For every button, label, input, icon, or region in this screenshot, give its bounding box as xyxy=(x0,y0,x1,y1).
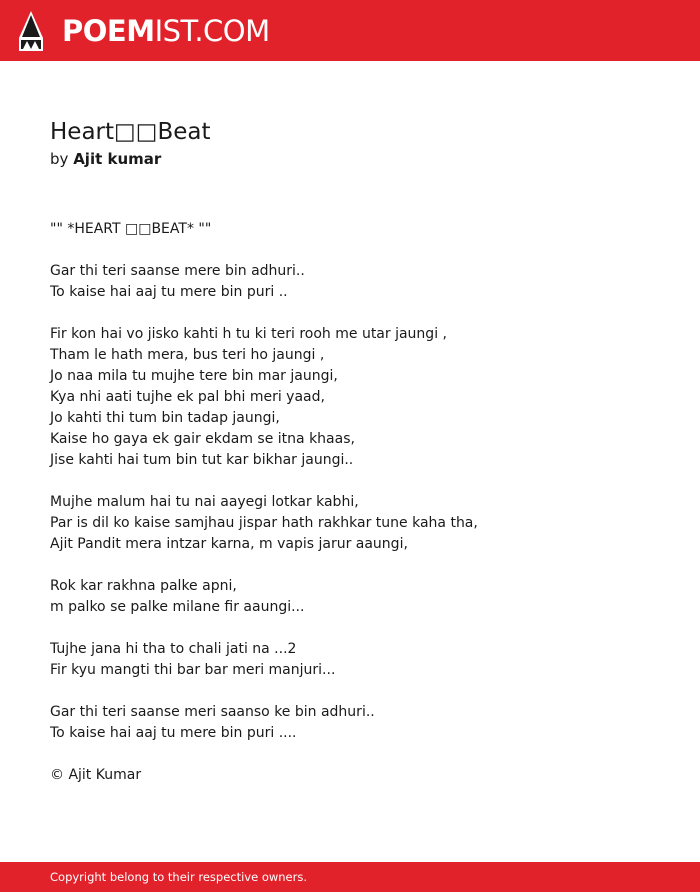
poem-line: To kaise hai aaj tu mere bin puri .. xyxy=(50,284,288,300)
poem-stanza xyxy=(50,261,670,303)
poem-line: "" *HEART □□BEAT* "" xyxy=(50,221,212,237)
poem-line: Par is dil ko kaise samjhau jispar hath rakhkar tune kaha tha, xyxy=(50,515,478,531)
author-name[interactable]: Ajit kumar xyxy=(73,150,162,168)
poem-line: Tham le hath mera, bus teri ho jaungi , xyxy=(50,347,325,363)
poem-stanza xyxy=(50,639,670,681)
poem-stanza xyxy=(50,219,670,240)
header-bar xyxy=(0,0,700,61)
poem-line: Mujhe malum hai tu nai aayegi lotkar kabhi, xyxy=(50,494,359,510)
byline xyxy=(50,149,670,169)
poem-line: Jo naa mila tu mujhe tere bin mar jaungi, xyxy=(50,368,338,384)
poem-stanza xyxy=(50,492,670,555)
poem-line: Tujhe jana hi tha to chali jati na ...2 xyxy=(50,641,297,657)
pencil-nib-icon xyxy=(18,10,44,52)
poem-line: m palko se palke milane fir aaungi... xyxy=(50,599,305,615)
poem-line: Gar thi teri saanse meri saanso ke bin adhuri.. xyxy=(50,704,375,720)
poem-line: Kya nhi aati tujhe ek pal bhi meri yaad, xyxy=(50,389,325,405)
poem-line: Gar thi teri saanse mere bin adhuri.. xyxy=(50,263,305,279)
poem-body xyxy=(50,219,670,807)
brand-name-bold: POEM xyxy=(62,14,155,48)
poem-line: © Ajit Kumar xyxy=(50,767,142,783)
by-label: by xyxy=(50,150,69,168)
poem-line: Ajit Pandit mera intzar karna, m vapis jarur aaungi, xyxy=(50,536,408,552)
poem-stanza xyxy=(50,576,670,618)
poem-stanza xyxy=(50,324,670,471)
copyright-notice: Copyright belong to their respective owners. xyxy=(50,870,308,884)
brand-name-light: IST.COM xyxy=(154,14,270,48)
poem-header xyxy=(50,118,670,169)
poem-line: Rok kar rakhna palke apni, xyxy=(50,578,237,594)
brand-name xyxy=(62,10,270,52)
poem-line: Jise kahti hai tum bin tut kar bikhar jaungi.. xyxy=(50,452,354,468)
poem-line: Jo kahti thi tum bin tadap jaungi, xyxy=(50,410,280,426)
poem-line: Fir kyu mangti thi bar bar meri manjuri... xyxy=(50,662,336,678)
poem-line: Fir kon hai vo jisko kahti h tu ki teri rooh me utar jaungi , xyxy=(50,326,447,342)
poem-line: To kaise hai aaj tu mere bin puri .... xyxy=(50,725,297,741)
poem-line: Kaise ho gaya ek gair ekdam se itna khaas, xyxy=(50,431,355,447)
poem-stanza xyxy=(50,765,670,786)
poem-title: Heart□□Beat xyxy=(50,119,211,145)
footer-bar xyxy=(0,862,700,892)
poem-stanza xyxy=(50,702,670,744)
site-logo[interactable] xyxy=(18,10,270,52)
